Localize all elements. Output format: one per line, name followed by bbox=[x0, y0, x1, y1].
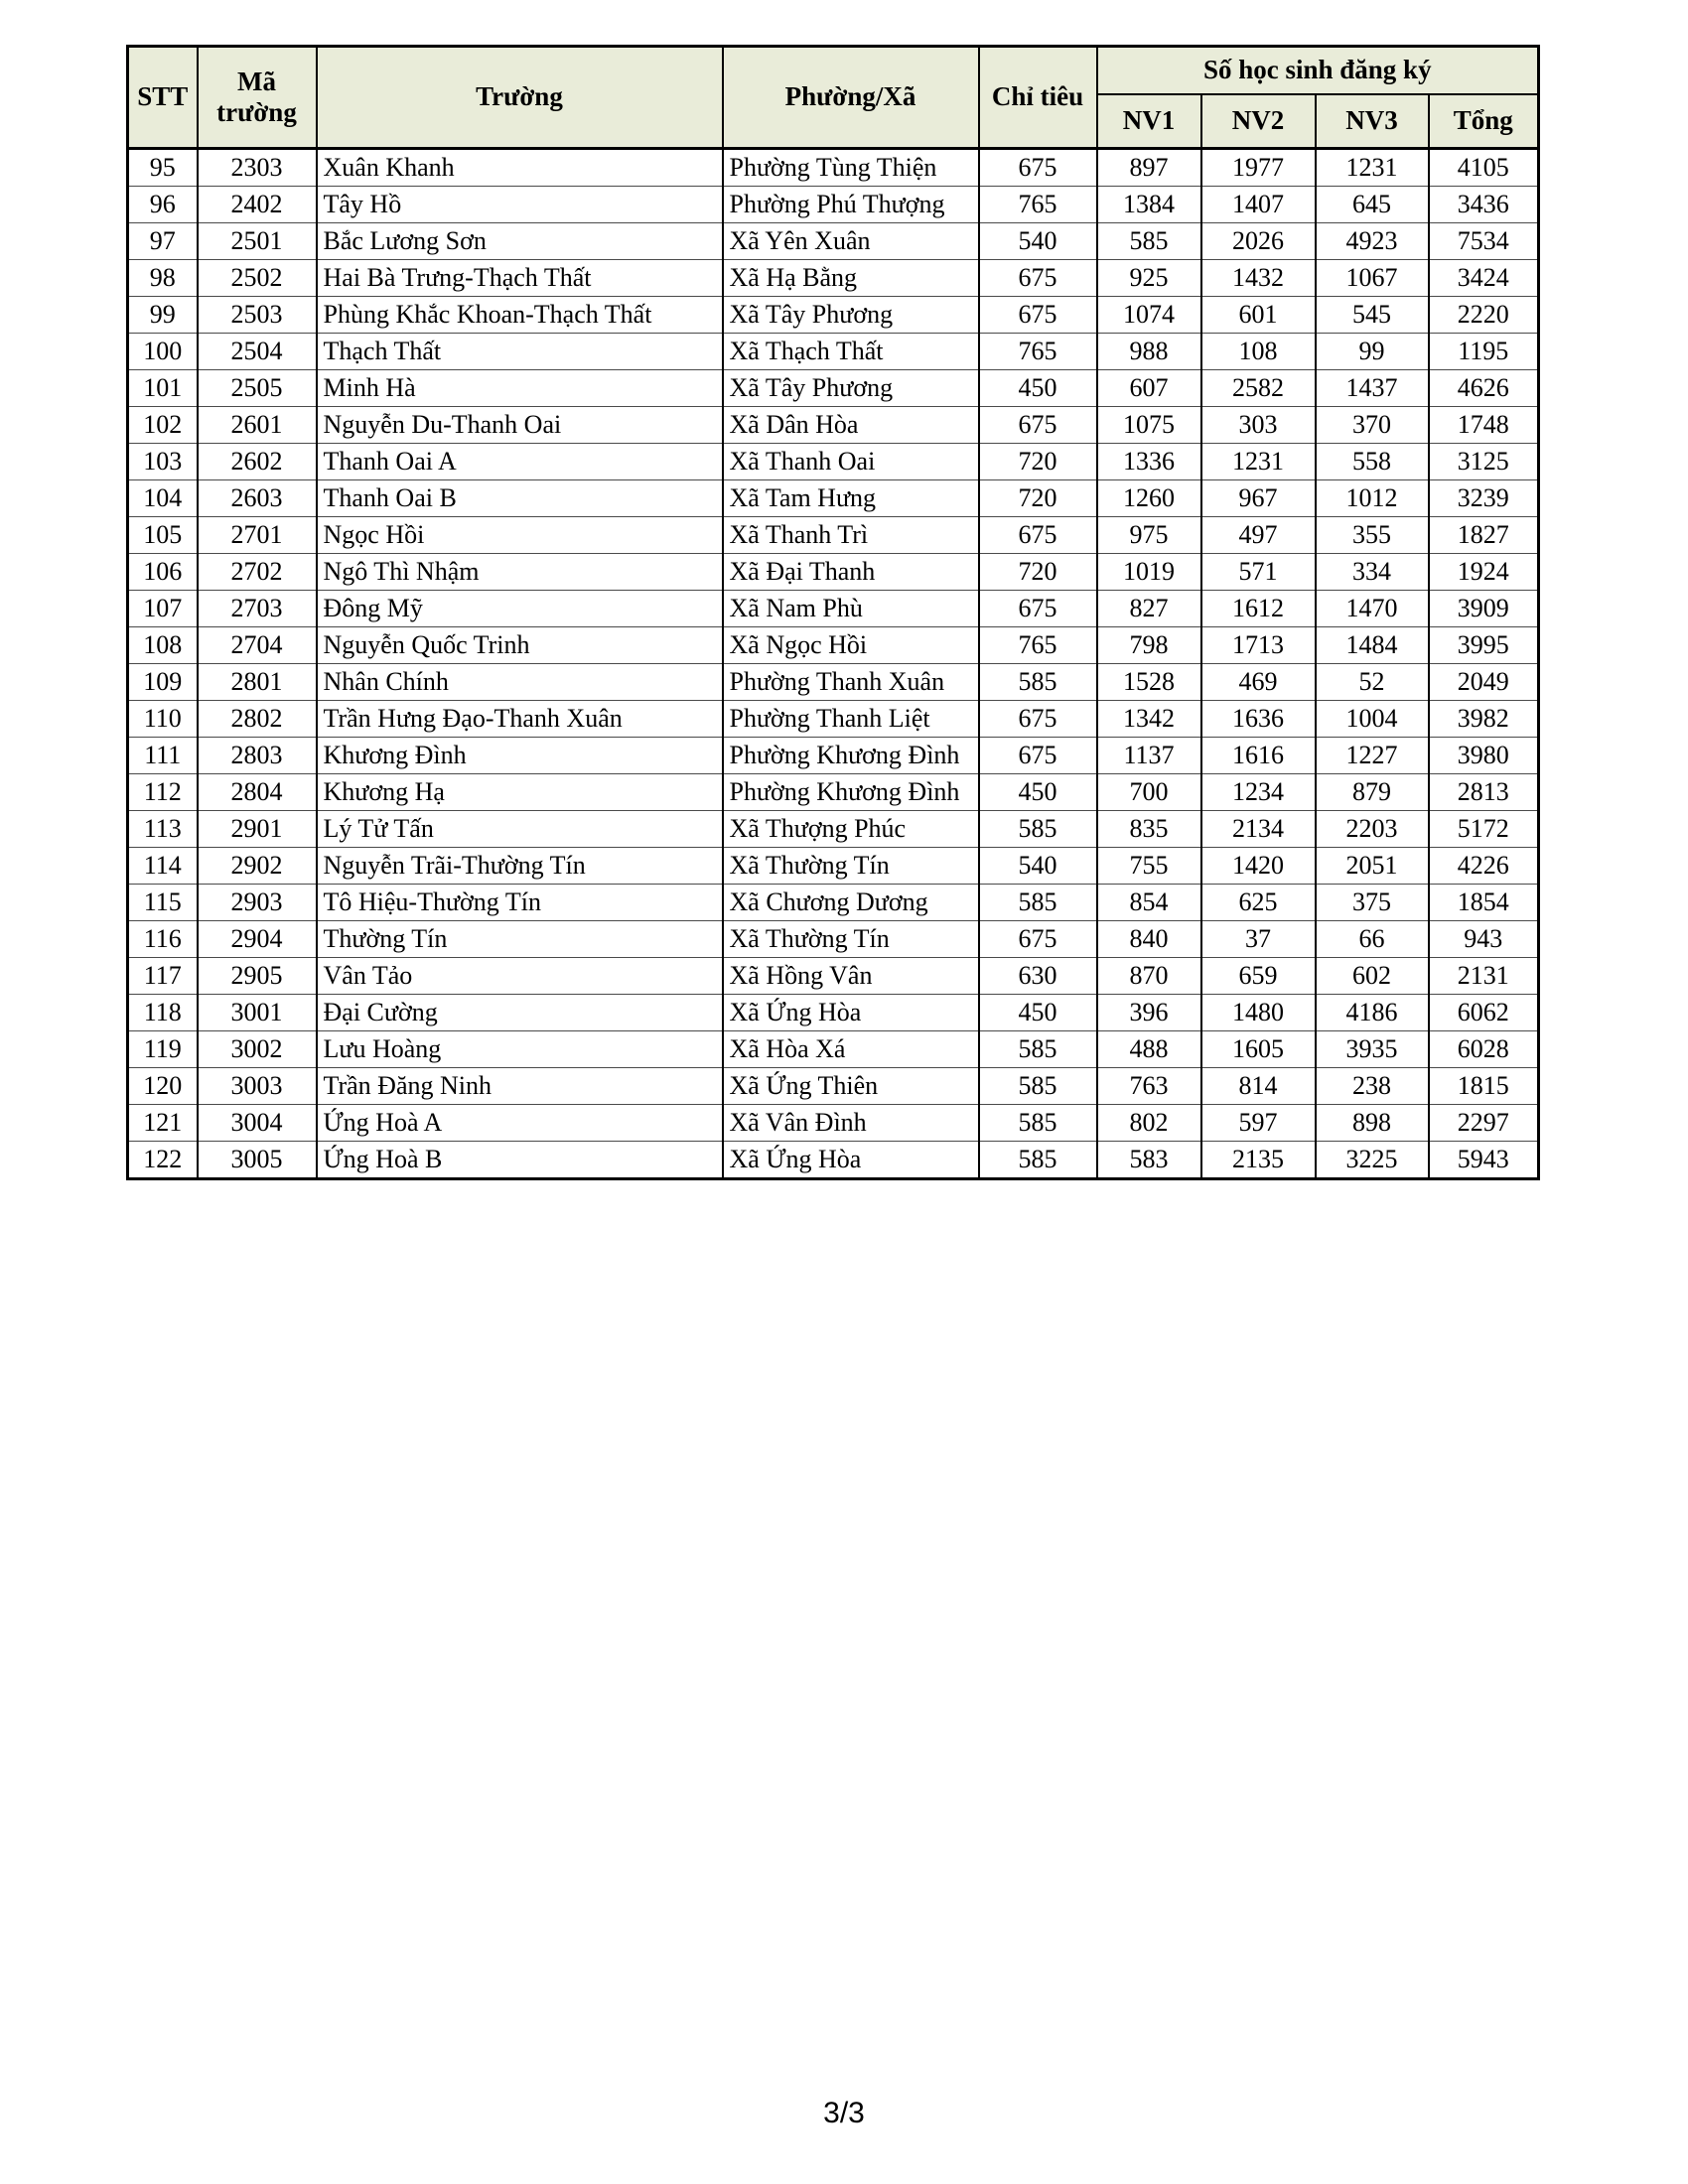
cell-nv2: 814 bbox=[1201, 1068, 1316, 1105]
cell-truong: Nguyễn Quốc Trinh bbox=[317, 627, 723, 664]
cell-tong: 5943 bbox=[1429, 1142, 1539, 1179]
table-row bbox=[128, 848, 1539, 885]
cell-stt: 115 bbox=[128, 885, 198, 921]
table-row bbox=[128, 995, 1539, 1031]
cell-nv2: 1612 bbox=[1201, 591, 1316, 627]
cell-nv1: 607 bbox=[1097, 370, 1201, 407]
cell-stt: 121 bbox=[128, 1105, 198, 1142]
registration-table bbox=[126, 45, 1540, 1180]
cell-nv2: 601 bbox=[1201, 297, 1316, 334]
cell-nv1: 1336 bbox=[1097, 444, 1201, 480]
table-row bbox=[128, 738, 1539, 774]
cell-chi-tieu: 675 bbox=[979, 260, 1097, 297]
cell-tong: 1815 bbox=[1429, 1068, 1539, 1105]
cell-stt: 106 bbox=[128, 554, 198, 591]
cell-stt: 116 bbox=[128, 921, 198, 958]
cell-ma-truong: 2402 bbox=[198, 187, 317, 223]
cell-chi-tieu: 675 bbox=[979, 517, 1097, 554]
cell-chi-tieu: 765 bbox=[979, 627, 1097, 664]
cell-truong: Tô Hiệu-Thường Tín bbox=[317, 885, 723, 921]
table-row bbox=[128, 591, 1539, 627]
table-row bbox=[128, 664, 1539, 701]
cell-ma-truong: 2603 bbox=[198, 480, 317, 517]
cell-nv1: 583 bbox=[1097, 1142, 1201, 1179]
page-number: 3/3 bbox=[823, 2097, 865, 2129]
cell-nv1: 585 bbox=[1097, 223, 1201, 260]
cell-tong: 4226 bbox=[1429, 848, 1539, 885]
col-header-phuong-xa: Phường/Xã bbox=[723, 47, 979, 149]
table-row bbox=[128, 334, 1539, 370]
cell-nv1: 802 bbox=[1097, 1105, 1201, 1142]
cell-nv3: 375 bbox=[1316, 885, 1429, 921]
cell-nv1: 755 bbox=[1097, 848, 1201, 885]
cell-tong: 943 bbox=[1429, 921, 1539, 958]
cell-nv3: 602 bbox=[1316, 958, 1429, 995]
cell-truong: Đông Mỹ bbox=[317, 591, 723, 627]
cell-nv3: 2203 bbox=[1316, 811, 1429, 848]
cell-truong: Phùng Khắc Khoan-Thạch Thất bbox=[317, 297, 723, 334]
cell-tong: 4105 bbox=[1429, 149, 1539, 187]
cell-chi-tieu: 675 bbox=[979, 738, 1097, 774]
cell-stt: 119 bbox=[128, 1031, 198, 1068]
cell-chi-tieu: 675 bbox=[979, 921, 1097, 958]
cell-stt: 108 bbox=[128, 627, 198, 664]
cell-phuong-xa: Xã Hạ Bằng bbox=[723, 260, 979, 297]
cell-nv2: 108 bbox=[1201, 334, 1316, 370]
cell-nv2: 1420 bbox=[1201, 848, 1316, 885]
cell-chi-tieu: 765 bbox=[979, 334, 1097, 370]
cell-nv2: 659 bbox=[1201, 958, 1316, 995]
col-header-chi-tieu: Chỉ tiêu bbox=[979, 47, 1097, 149]
cell-phuong-xa: Xã Ứng Hòa bbox=[723, 1142, 979, 1179]
cell-chi-tieu: 585 bbox=[979, 811, 1097, 848]
cell-stt: 95 bbox=[128, 149, 198, 187]
cell-chi-tieu: 675 bbox=[979, 149, 1097, 187]
cell-nv3: 238 bbox=[1316, 1068, 1429, 1105]
cell-chi-tieu: 585 bbox=[979, 1068, 1097, 1105]
cell-nv3: 52 bbox=[1316, 664, 1429, 701]
cell-ma-truong: 2905 bbox=[198, 958, 317, 995]
table-header bbox=[128, 47, 1539, 149]
table-row bbox=[128, 885, 1539, 921]
cell-ma-truong: 2505 bbox=[198, 370, 317, 407]
table-row bbox=[128, 1105, 1539, 1142]
cell-ma-truong: 3001 bbox=[198, 995, 317, 1031]
cell-nv3: 1227 bbox=[1316, 738, 1429, 774]
cell-chi-tieu: 450 bbox=[979, 774, 1097, 811]
cell-tong: 2813 bbox=[1429, 774, 1539, 811]
cell-chi-tieu: 450 bbox=[979, 995, 1097, 1031]
cell-phuong-xa: Phường Phú Thượng bbox=[723, 187, 979, 223]
cell-ma-truong: 2904 bbox=[198, 921, 317, 958]
cell-nv1: 798 bbox=[1097, 627, 1201, 664]
cell-tong: 3995 bbox=[1429, 627, 1539, 664]
cell-nv2: 469 bbox=[1201, 664, 1316, 701]
cell-chi-tieu: 765 bbox=[979, 187, 1097, 223]
cell-nv3: 558 bbox=[1316, 444, 1429, 480]
cell-truong: Bắc Lương Sơn bbox=[317, 223, 723, 260]
cell-chi-tieu: 675 bbox=[979, 407, 1097, 444]
cell-ma-truong: 2704 bbox=[198, 627, 317, 664]
cell-nv2: 1605 bbox=[1201, 1031, 1316, 1068]
cell-phuong-xa: Xã Chương Dương bbox=[723, 885, 979, 921]
cell-tong: 2049 bbox=[1429, 664, 1539, 701]
cell-nv2: 2135 bbox=[1201, 1142, 1316, 1179]
cell-nv2: 2582 bbox=[1201, 370, 1316, 407]
cell-nv1: 827 bbox=[1097, 591, 1201, 627]
cell-tong: 1827 bbox=[1429, 517, 1539, 554]
cell-nv1: 1074 bbox=[1097, 297, 1201, 334]
cell-tong: 2220 bbox=[1429, 297, 1539, 334]
cell-phuong-xa: Xã Đại Thanh bbox=[723, 554, 979, 591]
cell-nv1: 988 bbox=[1097, 334, 1201, 370]
cell-chi-tieu: 675 bbox=[979, 591, 1097, 627]
cell-ma-truong: 2901 bbox=[198, 811, 317, 848]
cell-phuong-xa: Phường Tùng Thiện bbox=[723, 149, 979, 187]
cell-truong: Khương Hạ bbox=[317, 774, 723, 811]
cell-phuong-xa: Phường Thanh Xuân bbox=[723, 664, 979, 701]
cell-chi-tieu: 540 bbox=[979, 848, 1097, 885]
cell-stt: 101 bbox=[128, 370, 198, 407]
cell-truong: Thanh Oai B bbox=[317, 480, 723, 517]
cell-nv3: 3935 bbox=[1316, 1031, 1429, 1068]
cell-tong: 1924 bbox=[1429, 554, 1539, 591]
cell-nv1: 870 bbox=[1097, 958, 1201, 995]
cell-tong: 3982 bbox=[1429, 701, 1539, 738]
cell-nv2: 571 bbox=[1201, 554, 1316, 591]
cell-chi-tieu: 720 bbox=[979, 444, 1097, 480]
cell-stt: 107 bbox=[128, 591, 198, 627]
cell-truong: Nhân Chính bbox=[317, 664, 723, 701]
cell-stt: 97 bbox=[128, 223, 198, 260]
cell-truong: Ngô Thì Nhậm bbox=[317, 554, 723, 591]
cell-tong: 3239 bbox=[1429, 480, 1539, 517]
cell-nv2: 1234 bbox=[1201, 774, 1316, 811]
cell-truong: Thường Tín bbox=[317, 921, 723, 958]
table-row bbox=[128, 223, 1539, 260]
cell-stt: 122 bbox=[128, 1142, 198, 1179]
cell-truong: Ngọc Hồi bbox=[317, 517, 723, 554]
cell-stt: 117 bbox=[128, 958, 198, 995]
cell-nv1: 975 bbox=[1097, 517, 1201, 554]
table-row bbox=[128, 444, 1539, 480]
cell-ma-truong: 2802 bbox=[198, 701, 317, 738]
cell-nv3: 99 bbox=[1316, 334, 1429, 370]
cell-truong: Ứng Hoà A bbox=[317, 1105, 723, 1142]
cell-truong: Nguyễn Trãi-Thường Tín bbox=[317, 848, 723, 885]
table-row bbox=[128, 149, 1539, 187]
col-header-nv2: NV2 bbox=[1201, 94, 1316, 149]
cell-phuong-xa: Xã Ứng Hòa bbox=[723, 995, 979, 1031]
cell-phuong-xa: Xã Thạch Thất bbox=[723, 334, 979, 370]
col-header-ma-truong: Mã trường bbox=[198, 47, 317, 149]
cell-truong: Thanh Oai A bbox=[317, 444, 723, 480]
cell-nv1: 1342 bbox=[1097, 701, 1201, 738]
table-row bbox=[128, 958, 1539, 995]
cell-stt: 102 bbox=[128, 407, 198, 444]
cell-truong: Ứng Hoà B bbox=[317, 1142, 723, 1179]
cell-tong: 3436 bbox=[1429, 187, 1539, 223]
col-header-stt: STT bbox=[128, 47, 198, 149]
cell-phuong-xa: Xã Yên Xuân bbox=[723, 223, 979, 260]
table-row bbox=[128, 627, 1539, 664]
cell-phuong-xa: Xã Hòa Xá bbox=[723, 1031, 979, 1068]
cell-nv1: 1260 bbox=[1097, 480, 1201, 517]
cell-ma-truong: 2902 bbox=[198, 848, 317, 885]
cell-nv3: 1067 bbox=[1316, 260, 1429, 297]
cell-ma-truong: 2702 bbox=[198, 554, 317, 591]
cell-phuong-xa: Xã Thường Tín bbox=[723, 921, 979, 958]
table-row bbox=[128, 517, 1539, 554]
cell-truong: Vân Tảo bbox=[317, 958, 723, 995]
cell-truong: Minh Hà bbox=[317, 370, 723, 407]
cell-tong: 1195 bbox=[1429, 334, 1539, 370]
cell-chi-tieu: 450 bbox=[979, 370, 1097, 407]
cell-nv1: 1075 bbox=[1097, 407, 1201, 444]
cell-tong: 7534 bbox=[1429, 223, 1539, 260]
cell-phuong-xa: Xã Ngọc Hồi bbox=[723, 627, 979, 664]
cell-phuong-xa: Xã Tây Phương bbox=[723, 297, 979, 334]
cell-nv3: 2051 bbox=[1316, 848, 1429, 885]
cell-phuong-xa: Xã Thượng Phúc bbox=[723, 811, 979, 848]
cell-chi-tieu: 720 bbox=[979, 554, 1097, 591]
cell-nv2: 1636 bbox=[1201, 701, 1316, 738]
cell-nv2: 2134 bbox=[1201, 811, 1316, 848]
cell-truong: Trần Đăng Ninh bbox=[317, 1068, 723, 1105]
cell-chi-tieu: 540 bbox=[979, 223, 1097, 260]
cell-nv2: 1407 bbox=[1201, 187, 1316, 223]
table-row bbox=[128, 187, 1539, 223]
cell-nv2: 597 bbox=[1201, 1105, 1316, 1142]
table-row bbox=[128, 1142, 1539, 1179]
cell-ma-truong: 2504 bbox=[198, 334, 317, 370]
cell-truong: Hai Bà Trưng-Thạch Thất bbox=[317, 260, 723, 297]
table-row bbox=[128, 1031, 1539, 1068]
cell-phuong-xa: Xã Dân Hòa bbox=[723, 407, 979, 444]
cell-stt: 105 bbox=[128, 517, 198, 554]
cell-nv3: 355 bbox=[1316, 517, 1429, 554]
cell-phuong-xa: Phường Khương Đình bbox=[723, 774, 979, 811]
cell-phuong-xa: Xã Tam Hưng bbox=[723, 480, 979, 517]
cell-ma-truong: 2903 bbox=[198, 885, 317, 921]
cell-nv1: 488 bbox=[1097, 1031, 1201, 1068]
cell-tong: 3424 bbox=[1429, 260, 1539, 297]
cell-ma-truong: 2601 bbox=[198, 407, 317, 444]
cell-truong: Nguyễn Du-Thanh Oai bbox=[317, 407, 723, 444]
cell-tong: 2297 bbox=[1429, 1105, 1539, 1142]
col-header-nv1: NV1 bbox=[1097, 94, 1201, 149]
cell-nv1: 1528 bbox=[1097, 664, 1201, 701]
cell-truong: Tây Hồ bbox=[317, 187, 723, 223]
cell-ma-truong: 2303 bbox=[198, 149, 317, 187]
cell-stt: 112 bbox=[128, 774, 198, 811]
table-row bbox=[128, 554, 1539, 591]
col-header-so-hoc-sinh: Số học sinh đăng ký bbox=[1097, 47, 1539, 95]
cell-nv1: 1137 bbox=[1097, 738, 1201, 774]
cell-chi-tieu: 585 bbox=[979, 1105, 1097, 1142]
table-body bbox=[128, 149, 1539, 1179]
cell-nv1: 396 bbox=[1097, 995, 1201, 1031]
cell-chi-tieu: 675 bbox=[979, 701, 1097, 738]
cell-phuong-xa: Phường Thanh Liệt bbox=[723, 701, 979, 738]
cell-chi-tieu: 585 bbox=[979, 1031, 1097, 1068]
cell-truong: Lý Tử Tấn bbox=[317, 811, 723, 848]
table-row bbox=[128, 370, 1539, 407]
cell-stt: 118 bbox=[128, 995, 198, 1031]
cell-chi-tieu: 585 bbox=[979, 664, 1097, 701]
cell-stt: 104 bbox=[128, 480, 198, 517]
cell-nv1: 854 bbox=[1097, 885, 1201, 921]
cell-ma-truong: 3005 bbox=[198, 1142, 317, 1179]
cell-nv3: 898 bbox=[1316, 1105, 1429, 1142]
cell-nv2: 1231 bbox=[1201, 444, 1316, 480]
table-row bbox=[128, 921, 1539, 958]
cell-chi-tieu: 585 bbox=[979, 1142, 1097, 1179]
cell-stt: 96 bbox=[128, 187, 198, 223]
table-row bbox=[128, 260, 1539, 297]
cell-chi-tieu: 720 bbox=[979, 480, 1097, 517]
cell-phuong-xa: Xã Hồng Vân bbox=[723, 958, 979, 995]
cell-truong: Lưu Hoàng bbox=[317, 1031, 723, 1068]
cell-ma-truong: 2602 bbox=[198, 444, 317, 480]
cell-ma-truong: 3003 bbox=[198, 1068, 317, 1105]
cell-nv3: 1484 bbox=[1316, 627, 1429, 664]
cell-ma-truong: 2803 bbox=[198, 738, 317, 774]
cell-truong: Khương Đình bbox=[317, 738, 723, 774]
cell-nv1: 1019 bbox=[1097, 554, 1201, 591]
cell-nv3: 1437 bbox=[1316, 370, 1429, 407]
cell-nv2: 967 bbox=[1201, 480, 1316, 517]
cell-phuong-xa: Phường Khương Đình bbox=[723, 738, 979, 774]
cell-stt: 109 bbox=[128, 664, 198, 701]
cell-nv2: 1713 bbox=[1201, 627, 1316, 664]
cell-truong: Trần Hưng Đạo-Thanh Xuân bbox=[317, 701, 723, 738]
cell-nv1: 897 bbox=[1097, 149, 1201, 187]
cell-nv3: 3225 bbox=[1316, 1142, 1429, 1179]
cell-nv2: 625 bbox=[1201, 885, 1316, 921]
cell-stt: 103 bbox=[128, 444, 198, 480]
cell-stt: 98 bbox=[128, 260, 198, 297]
cell-stt: 100 bbox=[128, 334, 198, 370]
cell-nv1: 1384 bbox=[1097, 187, 1201, 223]
table-row bbox=[128, 407, 1539, 444]
cell-nv2: 37 bbox=[1201, 921, 1316, 958]
cell-chi-tieu: 675 bbox=[979, 297, 1097, 334]
table-row bbox=[128, 774, 1539, 811]
cell-tong: 1854 bbox=[1429, 885, 1539, 921]
cell-nv3: 334 bbox=[1316, 554, 1429, 591]
cell-chi-tieu: 585 bbox=[979, 885, 1097, 921]
col-header-nv3: NV3 bbox=[1316, 94, 1429, 149]
cell-phuong-xa: Xã Thanh Trì bbox=[723, 517, 979, 554]
cell-phuong-xa: Xã Vân Đình bbox=[723, 1105, 979, 1142]
cell-nv3: 879 bbox=[1316, 774, 1429, 811]
cell-nv3: 4186 bbox=[1316, 995, 1429, 1031]
cell-nv1: 835 bbox=[1097, 811, 1201, 848]
cell-nv2: 1432 bbox=[1201, 260, 1316, 297]
cell-stt: 120 bbox=[128, 1068, 198, 1105]
cell-tong: 2131 bbox=[1429, 958, 1539, 995]
col-header-truong: Trường bbox=[317, 47, 723, 149]
cell-ma-truong: 2701 bbox=[198, 517, 317, 554]
cell-ma-truong: 2801 bbox=[198, 664, 317, 701]
table-row bbox=[128, 480, 1539, 517]
cell-stt: 111 bbox=[128, 738, 198, 774]
cell-chi-tieu: 630 bbox=[979, 958, 1097, 995]
cell-nv3: 1012 bbox=[1316, 480, 1429, 517]
cell-nv3: 1004 bbox=[1316, 701, 1429, 738]
cell-nv3: 4923 bbox=[1316, 223, 1429, 260]
cell-nv2: 1480 bbox=[1201, 995, 1316, 1031]
cell-ma-truong: 3002 bbox=[198, 1031, 317, 1068]
cell-phuong-xa: Xã Nam Phù bbox=[723, 591, 979, 627]
cell-nv3: 1231 bbox=[1316, 149, 1429, 187]
cell-stt: 114 bbox=[128, 848, 198, 885]
cell-phuong-xa: Xã Thường Tín bbox=[723, 848, 979, 885]
cell-nv3: 1470 bbox=[1316, 591, 1429, 627]
col-header-tong: Tổng bbox=[1429, 94, 1539, 149]
table-row bbox=[128, 701, 1539, 738]
cell-nv2: 303 bbox=[1201, 407, 1316, 444]
cell-nv3: 645 bbox=[1316, 187, 1429, 223]
cell-tong: 6062 bbox=[1429, 995, 1539, 1031]
cell-phuong-xa: Xã Ứng Thiên bbox=[723, 1068, 979, 1105]
cell-nv1: 700 bbox=[1097, 774, 1201, 811]
cell-ma-truong: 2804 bbox=[198, 774, 317, 811]
cell-nv3: 66 bbox=[1316, 921, 1429, 958]
cell-stt: 110 bbox=[128, 701, 198, 738]
cell-tong: 5172 bbox=[1429, 811, 1539, 848]
cell-tong: 6028 bbox=[1429, 1031, 1539, 1068]
cell-nv3: 545 bbox=[1316, 297, 1429, 334]
cell-ma-truong: 2502 bbox=[198, 260, 317, 297]
cell-nv1: 840 bbox=[1097, 921, 1201, 958]
cell-stt: 113 bbox=[128, 811, 198, 848]
cell-nv1: 925 bbox=[1097, 260, 1201, 297]
cell-tong: 1748 bbox=[1429, 407, 1539, 444]
cell-truong: Xuân Khanh bbox=[317, 149, 723, 187]
cell-truong: Thạch Thất bbox=[317, 334, 723, 370]
cell-nv2: 1977 bbox=[1201, 149, 1316, 187]
cell-tong: 3125 bbox=[1429, 444, 1539, 480]
cell-ma-truong: 2501 bbox=[198, 223, 317, 260]
table-row bbox=[128, 1068, 1539, 1105]
cell-stt: 99 bbox=[128, 297, 198, 334]
cell-tong: 3909 bbox=[1429, 591, 1539, 627]
table-row bbox=[128, 297, 1539, 334]
cell-nv2: 2026 bbox=[1201, 223, 1316, 260]
cell-truong: Đại Cường bbox=[317, 995, 723, 1031]
cell-ma-truong: 2503 bbox=[198, 297, 317, 334]
cell-nv2: 497 bbox=[1201, 517, 1316, 554]
cell-phuong-xa: Xã Tây Phương bbox=[723, 370, 979, 407]
cell-tong: 3980 bbox=[1429, 738, 1539, 774]
cell-tong: 4626 bbox=[1429, 370, 1539, 407]
cell-ma-truong: 3004 bbox=[198, 1105, 317, 1142]
cell-phuong-xa: Xã Thanh Oai bbox=[723, 444, 979, 480]
table-row bbox=[128, 811, 1539, 848]
cell-nv3: 370 bbox=[1316, 407, 1429, 444]
cell-nv1: 763 bbox=[1097, 1068, 1201, 1105]
cell-ma-truong: 2703 bbox=[198, 591, 317, 627]
cell-nv2: 1616 bbox=[1201, 738, 1316, 774]
